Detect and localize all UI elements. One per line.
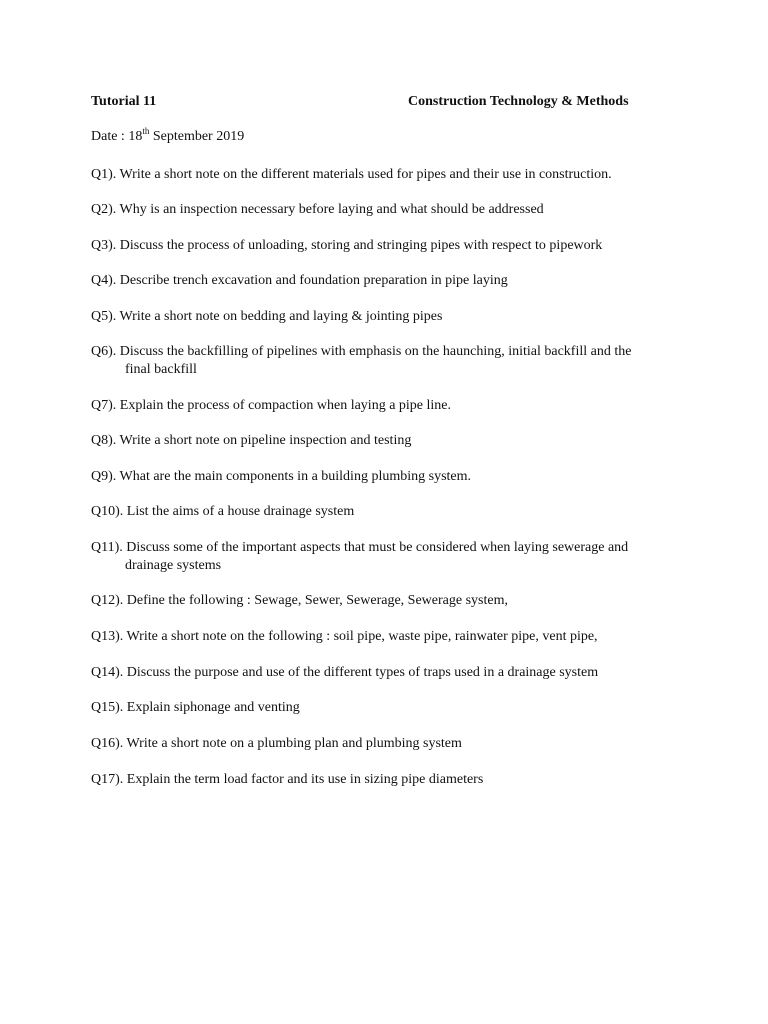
question-text-continuation: drainage systems (125, 557, 222, 573)
question-item (91, 468, 691, 486)
question-item (91, 664, 691, 682)
question-text: Q13). Write a short note on the following : soil pipe, waste pipe, rainwater pipe, vent pipe, (91, 629, 598, 644)
document-header (91, 94, 671, 112)
question-item (91, 397, 691, 415)
question-text: Q4). Describe trench excavation and foundation preparation in pipe laying (91, 273, 508, 288)
question-item (91, 592, 691, 610)
question-text: Q16). Write a short note on a plumbing plan and plumbing system (91, 736, 462, 751)
question-text-continuation: final backfill (125, 361, 197, 377)
question-item (91, 272, 691, 290)
question-text: Q6). Discuss the backfilling of pipelines with emphasis on the haunching, initial backfill and the (91, 344, 632, 359)
question-text: Q7). Explain the process of compaction when laying a pipe line. (91, 398, 452, 413)
question-item (91, 503, 691, 521)
question-item (91, 237, 691, 255)
date-rest: September 2019 (149, 129, 245, 144)
question-text: Q1). Write a short note on the different materials used for pipes and their use in construction. (91, 167, 612, 182)
question-text: Q11). Discuss some of the important aspects that must be considered when laying sewerage and (91, 540, 629, 555)
question-item (91, 539, 691, 574)
course-title: Construction Technology & Methods (408, 94, 629, 109)
date-prefix: Date : 18 (91, 129, 143, 144)
question-text: Q3). Discuss the process of unloading, storing and stringing pipes with respect to pipework (91, 238, 603, 253)
question-text: Q5). Write a short note on bedding and laying & jointing pipes (91, 309, 443, 324)
document-date (91, 126, 245, 145)
question-item (91, 166, 691, 184)
question-text: Q14). Discuss the purpose and use of the different types of traps used in a drainage system (91, 665, 599, 680)
question-text: Q17). Explain the term load factor and its use in sizing pipe diameters (91, 772, 484, 787)
question-item (91, 735, 691, 753)
question-item (91, 343, 691, 378)
question-item (91, 628, 691, 646)
question-item (91, 771, 691, 789)
question-text: Q12). Define the following : Sewage, Sewer, Sewerage, Sewerage system, (91, 593, 508, 608)
question-text: Q2). Why is an inspection necessary before laying and what should be addressed (91, 202, 544, 217)
question-text: Q10). List the aims of a house drainage system (91, 504, 355, 519)
question-item (91, 432, 691, 450)
tutorial-title: Tutorial 11 (91, 94, 157, 109)
question-item (91, 201, 691, 219)
question-item (91, 699, 691, 717)
question-text: Q8). Write a short note on pipeline inspection and testing (91, 433, 412, 448)
question-text: Q9). What are the main components in a building plumbing system. (91, 469, 472, 484)
date-ordinal-suffix: th (142, 126, 150, 136)
question-text: Q15). Explain siphonage and venting (91, 700, 300, 715)
question-item (91, 308, 691, 326)
